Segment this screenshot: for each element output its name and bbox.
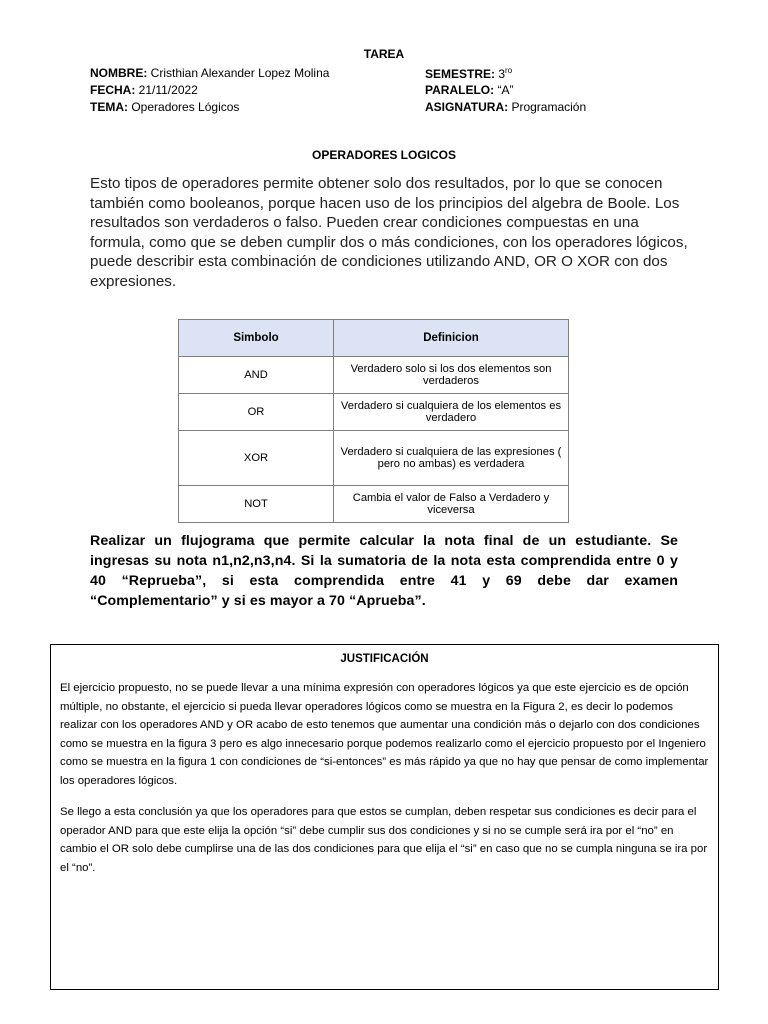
table-header-symbol: Simbolo bbox=[179, 320, 334, 357]
date-label: FECHA: bbox=[90, 83, 136, 97]
subject-value: Programación bbox=[511, 100, 587, 114]
document-title: TAREA bbox=[363, 47, 405, 61]
topic-line bbox=[90, 100, 239, 114]
semester-value: 3 bbox=[498, 67, 506, 81]
intro-paragraph bbox=[90, 174, 690, 291]
table-row bbox=[179, 431, 569, 486]
semester-suffix: ro bbox=[505, 66, 513, 75]
justification-paragraph-1: El ejercicio propuesto, no se puede llevar a una mínima expresión con operadores lógicos ya que este ejercicio es de opción múltiple, no obstante, el ejercicio si pueda llevar operadores lógicos como se muestra en la Figura 2, es decir lo podemos realizar con los operadores AND y OR acabo de esto tenemos que aumentar una condición más o dejarlo con dos condiciones como se muestra en la figura 3 pero es algo innecesario porque podemos realizarlo como el ejercicio propuesto por el Ingeniero como se muestra en la figura 1 con condiciones de “si-entonces” es más rápido ya que no hay que pensar de como implementar los operadores lógicos. bbox=[60, 682, 709, 787]
table-cell-symbol: NOT bbox=[179, 486, 334, 523]
table-row bbox=[179, 357, 569, 394]
justification-title: JUSTIFICACIÓN bbox=[340, 653, 429, 665]
intro-text: Esto tipos de operadores permite obtener solo dos resultados, por lo que se conocen también como booleanos, porque hacen uso de los principios del algebra de Boole. Los resultados son verdaderos o falso. Pueden crear condiciones compuestas en una formula, como que se deben cumplir dos o más condiciones, con los operadores lógicos, puede describir esta combinación de condiciones utilizando AND, OR O XOR con dos expresiones. bbox=[90, 175, 688, 290]
topic-value: Operadores Lógicos bbox=[131, 100, 240, 114]
operators-table bbox=[178, 319, 569, 523]
date-line bbox=[90, 83, 198, 97]
table-cell-definition: Cambia el valor de Falso a Verdadero y viceversa bbox=[334, 486, 569, 523]
subject-label: ASIGNATURA: bbox=[425, 100, 509, 114]
name-value: Cristhian Alexander Lopez Molina bbox=[150, 66, 330, 80]
table-cell-symbol: OR bbox=[179, 394, 334, 431]
table-cell-definition: Verdadero solo si los dos elementos son verdaderos bbox=[334, 357, 569, 394]
parallel-label: PARALELO: bbox=[425, 83, 495, 97]
semester-line bbox=[425, 66, 512, 81]
table-cell-symbol: XOR bbox=[179, 431, 334, 486]
table-cell-symbol: AND bbox=[179, 357, 334, 394]
semester-label: SEMESTRE: bbox=[425, 67, 496, 81]
justification-paragraph-2: Se llego a esta conclusión ya que los operadores para que estos se cumplan, deben respetar sus condiciones es decir para el operador AND para que este elija la opción “si” debe cumplir sus dos condiciones y si no se cumple será ira por el “no” en cambio el OR solo debe cumplirse una de las dos condiciones para que elija el “si” en caso que no se cumpla ninguna se ira por el “no”. bbox=[60, 806, 708, 874]
parallel-line bbox=[425, 83, 513, 97]
table-row bbox=[179, 394, 569, 431]
name-line bbox=[90, 66, 329, 80]
topic-label: TEMA: bbox=[90, 100, 128, 114]
exercise-statement: Realizar un flujograma que permite calcular la nota final de un estudiante. Se ingresas su nota n1,n2,n3,n4. Si la sumatoria de la nota esta comprendida entre 0 y 40 “Reprueba”, si esta comprendida entre 41 y 69 debe dar examen “Complementario” y si es mayor a 70 “Aprueba”. bbox=[90, 533, 678, 609]
parallel-value: “A” bbox=[497, 83, 514, 97]
table-cell-definition: Verdadero si cualquiera de las expresiones ( pero no ambas) es verdadera bbox=[334, 431, 569, 486]
justification-box bbox=[50, 644, 719, 990]
name-label: NOMBRE: bbox=[90, 66, 148, 80]
table-row bbox=[179, 486, 569, 523]
subject-line bbox=[425, 100, 586, 114]
section-title: OPERADORES LOGICOS bbox=[311, 148, 457, 162]
date-value: 21/11/2022 bbox=[138, 83, 198, 97]
table-cell-definition: Verdadero si cualquiera de los elementos es verdadero bbox=[334, 394, 569, 431]
table-header-definition: Definicion bbox=[334, 320, 569, 357]
table-header-row bbox=[179, 320, 569, 357]
